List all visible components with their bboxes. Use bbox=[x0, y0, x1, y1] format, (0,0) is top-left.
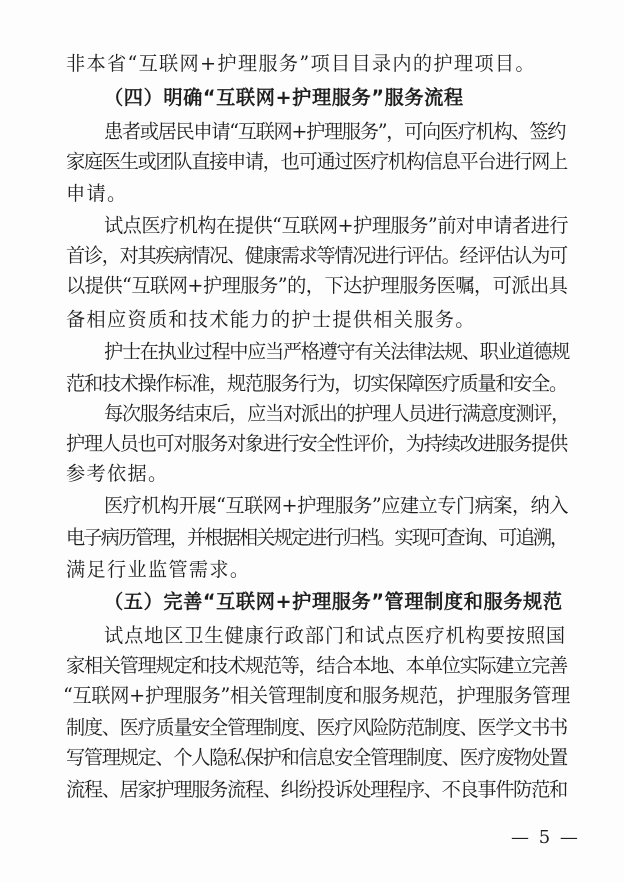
body-text-line: “互联网+护理服务”相关管理制度和服务规范，护理服务管理 bbox=[63, 684, 570, 707]
body-text-line: 家庭医生或团队直接申请，也可通过医疗机构信息平台进行网上 bbox=[66, 150, 567, 173]
paragraph-first-line: 试点地区卫生健康行政部门和试点医疗机构要按照国 bbox=[104, 624, 567, 647]
body-text-line: 家相关管理规定和技术规范等，结合本地、本单位实际建立完善 bbox=[66, 654, 567, 677]
paragraph-first-line: 每次服务结束后，应当对派出的护理人员进行满意度测评， bbox=[104, 402, 570, 425]
page-number: — 5 — bbox=[511, 827, 580, 848]
body-text-line: 申请。 bbox=[66, 182, 128, 205]
paragraph-first-line: 患者或居民申请“互联网+护理服务”，可向医疗机构、签约 bbox=[104, 120, 566, 143]
body-text-line: 护理人员也可对服务对象进行安全性评价，为持续改进服务提供 bbox=[66, 432, 567, 455]
body-text-line: 参考依据。 bbox=[66, 462, 169, 485]
body-text-line: 范和技术操作标准，规范服务行为，切实保障医疗质量和安全。 bbox=[66, 372, 567, 395]
section-heading-5: （五）完善“互联网+护理服务”管理制度和服务规范 bbox=[104, 590, 563, 613]
body-text-line: 备相应资质和技术能力的护士提供相关服务。 bbox=[66, 308, 476, 331]
body-text-line: 流程、居家护理服务流程、纠纷投诉处理程序、不良事件防范和 bbox=[66, 778, 567, 801]
body-text-line: 以提供“互联网+护理服务”的，下达护理服务医嘱，可派出具 bbox=[66, 274, 568, 297]
paragraph-first-line: 医疗机构开展“互联网+护理服务”应建立专门病案，纳入 bbox=[104, 494, 569, 517]
paragraph-first-line: 试点医疗机构在提供“互联网+护理服务”前对申请者进行 bbox=[104, 214, 569, 237]
body-text-line: 首诊，对其疾病情况、健康需求等情况进行评估。经评估认为可 bbox=[66, 244, 567, 267]
section-heading-4: （四）明确“互联网+护理服务”服务流程 bbox=[104, 86, 464, 109]
body-text-line: 写管理规定、个人隐私保护和信息安全管理制度、医疗废物处置 bbox=[66, 746, 567, 769]
body-text-line: 非本省“互联网+护理服务”项目目录内的护理项目。 bbox=[66, 52, 536, 75]
body-text-line: 电子病历管理，并根据相关规定进行归档。实现可查询、可追溯， bbox=[66, 526, 568, 549]
body-text-line: 满足行业监管需求。 bbox=[66, 558, 251, 581]
body-text-line: 制度、医疗质量安全管理制度、医疗风险防范制度、医学文书书 bbox=[66, 716, 567, 739]
paragraph-first-line: 护士在执业过程中应当严格遵守有关法律法规、职业道德规 bbox=[104, 340, 570, 363]
